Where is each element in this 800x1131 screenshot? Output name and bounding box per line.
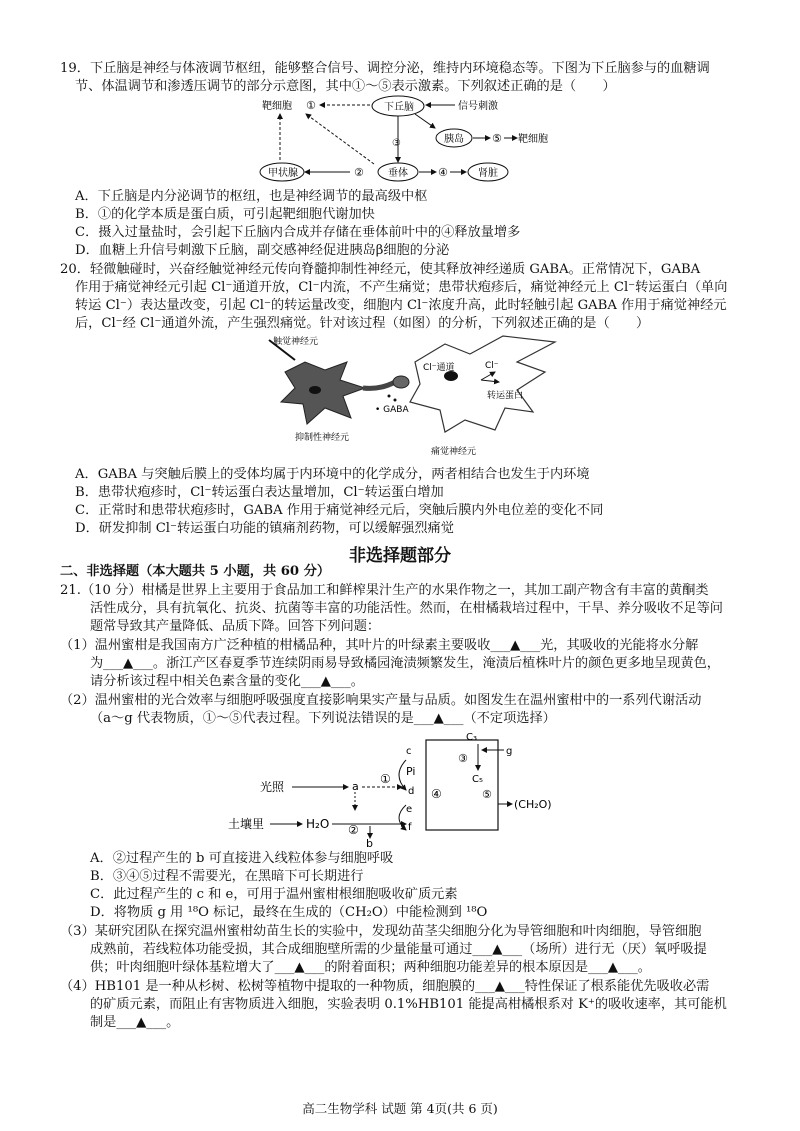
q20-option-c: C．正常时和患带状疱疹时，GABA 作用于痛觉神经元后，突触后膜内外电位差的变化不同 — [75, 503, 604, 518]
substance-e-label: e — [406, 804, 413, 815]
q21-stem-line3: 题常导致其产量降低、品质下降。回答下列问题： — [90, 619, 381, 634]
kidney-label: 肾脏 — [478, 168, 498, 179]
hypothalamus-label: 下丘脑 — [384, 102, 414, 113]
substance-d-label: d — [408, 786, 415, 797]
q21-stem-line2: 活性成分，具有抗氧化、抗炎、抗菌等丰富的功能活性。然而，在柑橘栽培过程中，干旱、养分吸收不足等问 — [90, 601, 723, 616]
water-label: H₂O — [306, 817, 330, 831]
q21-part2-line2: （a～g 代表物质，①～⑤代表过程。下列说法错误的是___▲___（不定项选择） — [90, 711, 556, 726]
substance-c-label: c — [406, 746, 412, 757]
substance-a-label: a — [352, 780, 359, 793]
q21-metabolism-diagram — [220, 730, 560, 848]
cl-channel-label: Cl⁻通道 — [423, 363, 455, 373]
target-cell-right-label: 靶细胞 — [518, 134, 548, 145]
q20-option-a: A．GABA 与突触后膜上的受体均属于内环境中的化学成分，两者相结合也发生于内环境 — [75, 467, 590, 482]
q21-stem-line1: 21.（10 分）柑橘是世界上主要用于食品加工和鲜榨果汁生产的水果作物之一，其加工副产物含有丰富的黄酮类 — [60, 583, 709, 598]
ch2o-label: (CH₂O) — [514, 798, 552, 811]
q20-stem-line2: 作用于痛觉神经元引起 Cl⁻通道开放，Cl⁻内流，不产生痛觉；患带状疱疹后，痛觉神经元上 Cl⁻转运蛋白（单向 — [75, 280, 728, 295]
q21-part2-option-d: D．将物质 g 用 ¹⁸O 标记，最终在生成的（CH₂O）中能检测到 ¹⁸O — [90, 905, 488, 920]
hormone-3-label: ③ — [392, 138, 401, 149]
q20-stem-line1: 20．轻微触碰时，兴奋经触觉神经元传向脊髓抑制性神经元，使其释放神经递质 GABA。正常情况下，GABA — [60, 262, 701, 277]
q20-option-b: B．患带状疱疹时，Cl⁻转运蛋白表达量增加，Cl⁻转运蛋白增加 — [75, 485, 444, 500]
thyroid-label: 甲状腺 — [268, 168, 298, 179]
q21-part3-line1: （3）某研究团队在探究温州蜜柑幼苗生长的实验中，发现幼苗茎尖细胞分化为导管细胞和叶肉细胞，导管细胞 — [60, 924, 702, 939]
q21-part4-line2: 的矿质元素，而阻止有害物质进入细胞，实验表明 0.1%HB101 能提高柑橘根系对 K⁺的吸收速率，其可能机 — [90, 997, 727, 1012]
q21-part1-line2: 为___▲___。浙江产区春夏季节连续阴雨易导致橘园淹渍频繁发生，淹渍后植株叶片的颜色更多地呈现黄色， — [90, 656, 720, 671]
section-heading: 二、非选择题（本大题共 5 小题，共 60 分） — [60, 564, 331, 579]
q19-stem-line2: 节、体温调节和渗透压调节的部分示意图，其中①～⑤表示激素。下列叙述正确的是（ ） — [75, 79, 616, 94]
process-1-label: ① — [380, 772, 391, 786]
q20-stem-line4: 后，Cl⁻经 Cl⁻通道外流，产生强烈痛觉。针对该过程（如图）的分析，下列叙述正确的是（ ） — [75, 316, 650, 331]
q19-option-a: A．下丘脑是内分泌调节的枢纽，也是神经调节的最高级中枢 — [75, 189, 428, 204]
hormone-5-label: ⑤ — [492, 132, 502, 145]
light-label: 光照 — [260, 780, 285, 794]
q21-part2-option-c: C．此过程产生的 c 和 e，可用于温州蜜柑根细胞吸收矿质元素 — [90, 887, 458, 902]
q19-option-d: D．血糖上升信号刺激下丘脑，副交感神经促进胰岛β细胞的分泌 — [75, 243, 450, 258]
q20-neuron-diagram — [255, 332, 560, 460]
cl-ion-label: Cl⁻ — [485, 361, 499, 371]
substance-b-label: b — [366, 837, 373, 848]
hormone-2-label: ② — [354, 166, 364, 179]
q21-part4-line3: 制是___▲___。 — [90, 1015, 180, 1030]
pituitary-label: 垂体 — [388, 168, 408, 179]
signal-stimulus-label: 信号刺激 — [458, 101, 498, 112]
soil-label: 土壤里 — [228, 817, 265, 831]
q20-stem-line3: 转运 Cl⁻）表达量改变，引起 Cl⁻的转运量改变，细胞内 Cl⁻浓度升高，此时轻触引起 GABA 作用于痛觉神经元 — [75, 298, 727, 313]
pi-label: Pi — [406, 765, 416, 778]
q19-option-c: C．摄入过量盐时，会引起下丘脑内合成并存储在垂体前叶中的④释放量增多 — [75, 225, 521, 240]
pain-neuron-label: 痛觉神经元 — [431, 447, 477, 457]
q19-stem-line1: 19．下丘脑是神经与体液调节枢纽，能够整合信号、调控分泌，维持内环境稳态等。下图为下丘脑参与的血糖调 — [60, 61, 710, 76]
q21-part3-line3: 供；叶肉细胞叶绿体基粒增大了___▲___的附着面积；两种细胞功能差异的根本原因是___▲___。 — [90, 960, 651, 975]
q20-option-d: D．研发抑制 Cl⁻转运蛋白功能的镇痛剂药物，可以缓解强烈痛觉 — [75, 521, 454, 536]
target-cell-left-label: 靶细胞 — [262, 101, 292, 112]
hormone-1-label: ① — [306, 99, 316, 112]
c5-label: C₅ — [472, 774, 483, 785]
c3-label: C₃ — [466, 732, 477, 743]
q21-part3-line2: 成熟前，若线粒体功能受损，其合成细胞壁所需的少量能量可通过___▲___（场所）进行无（厌）氧呼吸提 — [90, 942, 707, 957]
q19-option-b: B．①的化学本质是蛋白质，可引起靶细胞代谢加快 — [75, 207, 375, 222]
process-5-label: ⑤ — [482, 788, 492, 801]
hormone-4-label: ④ — [438, 166, 448, 179]
touch-neuron-label: 触觉神经元 — [273, 337, 319, 347]
substance-f-label: f — [408, 822, 412, 833]
transporter-label: 转运蛋白 — [487, 391, 524, 401]
non-choice-part-title: 非选择题部分 — [349, 546, 451, 566]
q21-part2-line1: （2）温州蜜柑的光合效率与细胞呼吸强度直接影响果实产量与品质。如图发生在温州蜜柑中的一系列代谢活动 — [60, 693, 702, 708]
process-3-label: ③ — [458, 752, 468, 765]
q21-part1-line1: （1）温州蜜柑是我国南方广泛种植的柑橘品种，其叶片的叶绿素主要吸收___▲___光，其吸收的光能将水分解 — [60, 638, 699, 653]
substance-g-label: g — [506, 746, 513, 757]
q19-hormone-diagram — [240, 94, 580, 186]
inhibitory-neuron-label: 抑制性神经元 — [295, 433, 350, 443]
q21-part4-line1: （4）HB101 是一种从杉树、松树等植物中提取的一种物质，细胞膜的___▲___特性保证了根系能优先吸收必需 — [60, 979, 710, 994]
q21-part2-option-a: A．②过程产生的 b 可直接进入线粒体参与细胞呼吸 — [90, 851, 394, 866]
gaba-label: • GABA — [375, 405, 409, 415]
process-4-label: ④ — [431, 787, 442, 801]
process-2-label: ② — [348, 823, 359, 837]
pancreatic-islet-label: 胰岛 — [444, 134, 464, 145]
page-footer: 高二生物学科 试题 第 4页(共 6 页) — [302, 1101, 498, 1116]
q21-part1-line3: 请分析该过程中相关色素含量的变化___▲___。 — [90, 674, 364, 689]
q21-part2-option-b: B．③④⑤过程不需要光，在黑暗下可长期进行 — [90, 869, 364, 884]
